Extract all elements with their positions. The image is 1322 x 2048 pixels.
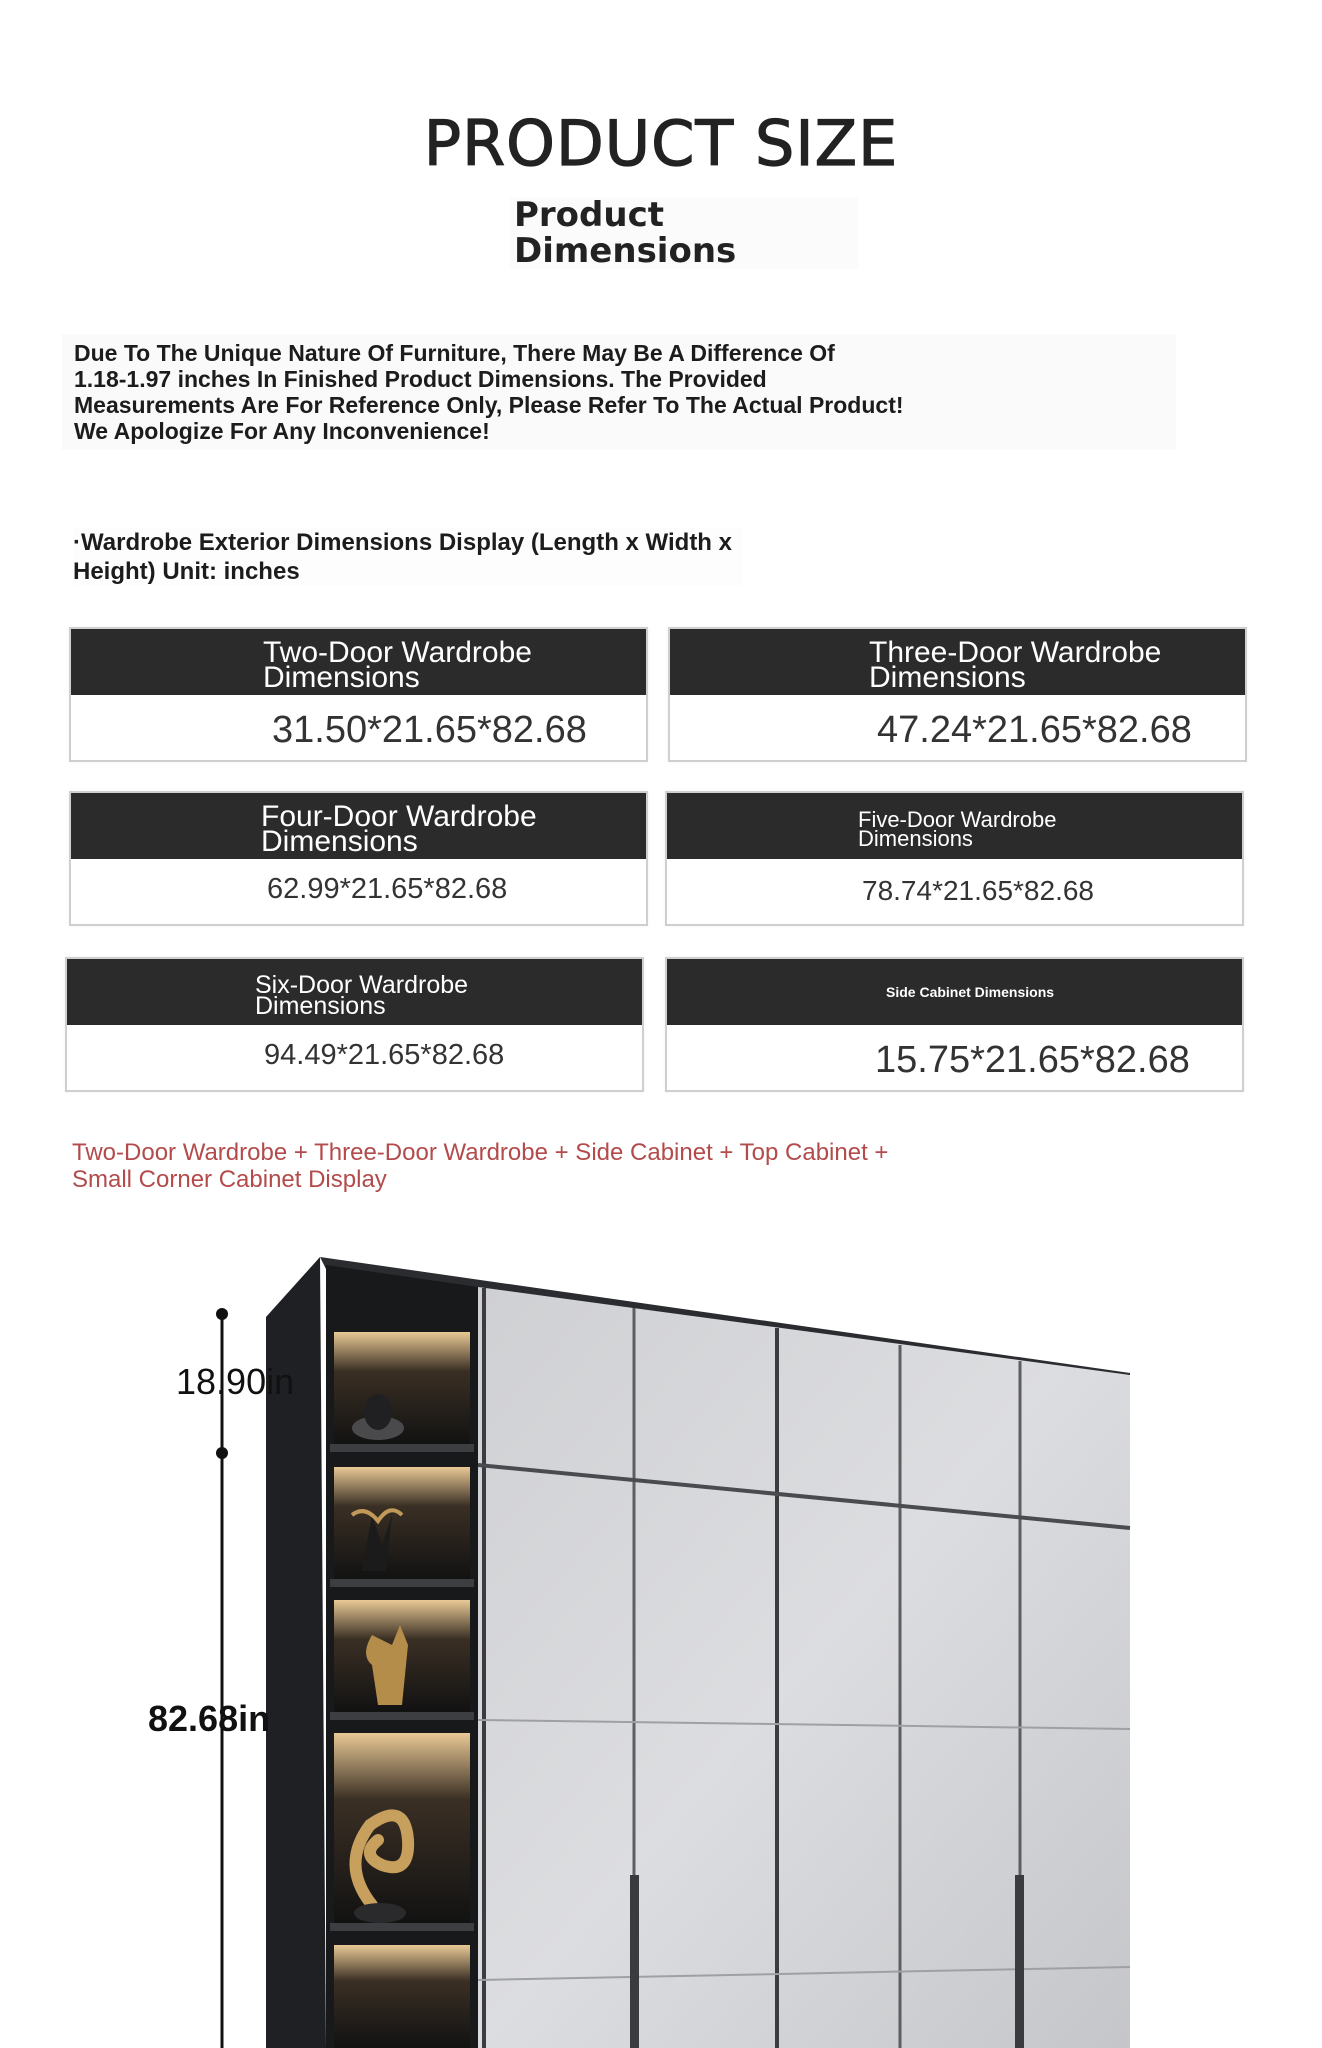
card-title-2: Dimensions <box>869 661 1026 694</box>
caption-line-1: Two-Door Wardrobe + Three-Door Wardrobe + Side Cabinet + Top Cabinet + <box>72 1139 889 1166</box>
card-title: Five-Door Wardrobe <box>858 807 1057 832</box>
card-value-row <box>667 1025 1242 1090</box>
dimension-marker-mid <box>216 1447 228 1459</box>
card-title: Two-Door Wardrobe <box>263 636 532 669</box>
display-caption <box>72 1139 972 1193</box>
card-header <box>667 959 1242 1025</box>
card-six-door <box>65 957 644 1092</box>
card-value: 47.24*21.65*82.68 <box>877 709 1192 751</box>
door-handle <box>1015 1875 1024 2048</box>
card-title-2: Dimensions <box>263 661 420 694</box>
card-value-row <box>67 1025 642 1090</box>
notice-line: Measurements Are For Reference Only, Please Refer To The Actual Product! <box>74 392 904 418</box>
card-value: 31.50*21.65*82.68 <box>272 709 587 751</box>
card-two-door <box>69 627 648 762</box>
card-value: 15.75*21.65*82.68 <box>875 1039 1190 1081</box>
notice-line: We Apologize For Any Inconvenience! <box>74 418 490 444</box>
card-title: Side Cabinet Dimensions <box>886 984 1055 1000</box>
subtitle-line-1: Product <box>514 195 664 235</box>
dimensions-intro <box>73 528 743 586</box>
dimension-marker-top <box>216 1308 228 1320</box>
card-title-2: Dimensions <box>261 825 418 858</box>
card-value: 62.99*21.65*82.68 <box>267 873 508 905</box>
card-title: Four-Door Wardrobe <box>261 800 537 833</box>
card-title-2: Dimensions <box>255 992 386 1020</box>
card-header <box>670 629 1245 695</box>
card-side-cabinet <box>665 957 1244 1092</box>
card-header <box>667 793 1242 859</box>
card-value-row <box>71 695 646 760</box>
card-value-row <box>71 859 646 924</box>
top-cabinet-height-label: 18.90in <box>176 1361 295 1402</box>
notice-line: 1.18-1.97 inches In Finished Product Dimensions. The Provided <box>74 366 767 392</box>
card-title-2: Dimensions <box>858 826 973 851</box>
intro-line-1: ·Wardrobe Exterior Dimensions Display (Length x Width x <box>73 529 732 556</box>
card-header <box>71 629 646 695</box>
card-value-row <box>667 859 1242 924</box>
page-title: PRODUCT SIZE <box>423 107 899 180</box>
card-header <box>71 793 646 859</box>
intro-line-2: Height) Unit: inches <box>73 558 300 585</box>
card-title: Six-Door Wardrobe <box>255 971 469 999</box>
card-five-door <box>665 791 1244 926</box>
card-value: 94.49*21.65*82.68 <box>264 1039 505 1071</box>
caption-line-2: Small Corner Cabinet Display <box>72 1166 387 1193</box>
total-height-label: 82.68in <box>148 1698 271 1739</box>
wardrobe-photo <box>0 1215 1322 2048</box>
wardrobe-illustration <box>0 1215 1322 2048</box>
card-value-row <box>670 695 1245 760</box>
subtitle-line-2: Dimensions <box>514 231 737 271</box>
card-title: Three-Door Wardrobe <box>869 636 1162 669</box>
card-value: 78.74*21.65*82.68 <box>862 875 1094 906</box>
door-handle <box>630 1875 639 2048</box>
door-panels <box>478 1287 1130 2048</box>
card-four-door <box>69 791 648 926</box>
section-subtitle <box>510 197 858 269</box>
notice-line: Due To The Unique Nature Of Furniture, There May Be A Difference Of <box>74 340 835 366</box>
card-three-door <box>668 627 1247 762</box>
dimension-notice <box>62 334 1176 450</box>
card-header <box>67 959 642 1025</box>
